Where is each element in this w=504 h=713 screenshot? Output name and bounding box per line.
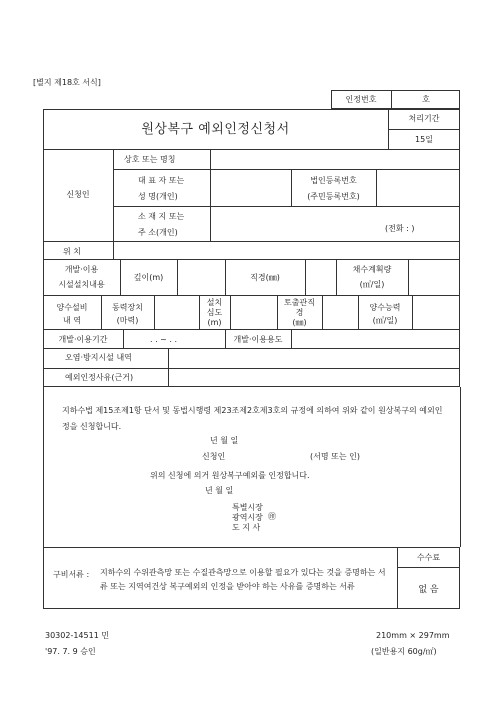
fee-value: 없 음 xyxy=(418,585,439,595)
phone-label: (전화 : ) xyxy=(385,224,415,233)
corp-reg-label-2: (주민등록번호) xyxy=(307,192,360,201)
install-depth-label-2: 심도 xyxy=(206,308,223,317)
authority-seal-icon: ㊞ xyxy=(268,512,276,521)
dev-content-label-1: 개발·이용 xyxy=(64,265,99,274)
dev-period-label: 개발·이용기간 xyxy=(58,335,108,344)
approval-date: 년 월 일 xyxy=(205,486,234,495)
footer-approval-date: '97. 7. 9 승인 xyxy=(45,647,96,656)
form-title: 원상복구 예외인정신청서 xyxy=(141,122,290,137)
capacity-label-2: (㎥/일) xyxy=(372,316,398,325)
processing-period-label: 처리기간 xyxy=(408,114,440,123)
sign-or-seal-note: (서명 또는 인) xyxy=(310,452,360,461)
processing-period-value: 15일 xyxy=(415,135,433,144)
depth-label: 깊이(m) xyxy=(133,273,164,282)
dev-content-label-2: 시설설치내용 xyxy=(58,280,105,289)
approval-number-label: 인정번호 xyxy=(345,95,377,104)
power-label-2: (마력) xyxy=(116,316,139,325)
water-plan-label-1: 채수계획량 xyxy=(352,265,392,274)
pump-label-2: 내 역 xyxy=(63,316,81,325)
form-main-frame xyxy=(43,109,460,387)
authority-line-2: 광역시장 xyxy=(232,513,263,522)
business-name-label: 상호 또는 명칭 xyxy=(124,155,176,164)
discharge-label-2: 경 xyxy=(295,308,304,317)
location-label: 위 치 xyxy=(63,247,81,256)
exception-reason-label: 예외인정사유(근거) xyxy=(65,373,134,382)
capacity-label-1: 양수능력 xyxy=(369,303,401,312)
install-depth-label-1: 설치 xyxy=(206,298,223,307)
applicant-sign-label: 신청인 xyxy=(202,452,226,461)
dev-purpose-label: 개발·이용용도 xyxy=(233,335,283,344)
footer-form-code: 30302-14511 민 xyxy=(45,631,110,640)
pump-label-1: 양수설비 xyxy=(56,303,88,312)
representative-label-1: 대 표 자 또는 xyxy=(138,176,185,185)
application-date: 년 월 일 xyxy=(210,436,239,445)
paper-type: (일반용지 60g/㎡) xyxy=(371,647,437,656)
form-number-label: [별지 제18호 서식] xyxy=(33,78,101,87)
approval-statement: 위의 신청에 의거 원상복구예외를 인정합니다. xyxy=(150,471,310,480)
required-documents-label: 구비서류 : xyxy=(53,570,90,579)
water-plan-label-2: (㎥/일) xyxy=(359,280,385,289)
paper-size: 210mm × 297mm xyxy=(376,631,450,640)
discharge-label-1: 토출관직 xyxy=(284,298,315,307)
authority-line-1: 특별시장 xyxy=(232,503,263,512)
fee-label: 수수료 xyxy=(416,553,441,562)
install-depth-label-3: (m) xyxy=(207,318,222,327)
required-documents-text: 지하수의 수위관측망 또는 수질관측망으로 이용할 필요가 있다는 것을 증명하는 서류 또는 지역여건상 복구예외의 인정을 받아야 하는 사유를 증명하는 서류 xyxy=(100,568,386,591)
authority-line-3: 도 지 사 xyxy=(232,523,261,532)
corp-reg-label-1: 법인등록번호 xyxy=(310,176,357,185)
approval-number-unit: 호 xyxy=(422,95,430,104)
power-label-1: 동력장치 xyxy=(112,303,143,312)
applicant-section-label: 신청인 xyxy=(66,190,90,199)
application-statement: 지하수법 제15조제1항 단서 및 동법시행령 제23조제2호제3호의 규정에 의하여 위와 같이 원상복구의 예외인정을 신청합니다. xyxy=(62,406,443,431)
address-label-2: 주 소(개인) xyxy=(138,228,178,237)
representative-label-2: 성 명(개인) xyxy=(138,192,178,201)
diameter-label: 직경(㎜) xyxy=(250,273,280,282)
address-label-1: 소 재 지 또는 xyxy=(138,212,185,221)
pollution-facility-label: 오염·방지시설 내역 xyxy=(65,353,132,362)
discharge-label-3: (㎜) xyxy=(292,318,307,327)
dev-period-value: . . ~ . . xyxy=(150,335,178,344)
